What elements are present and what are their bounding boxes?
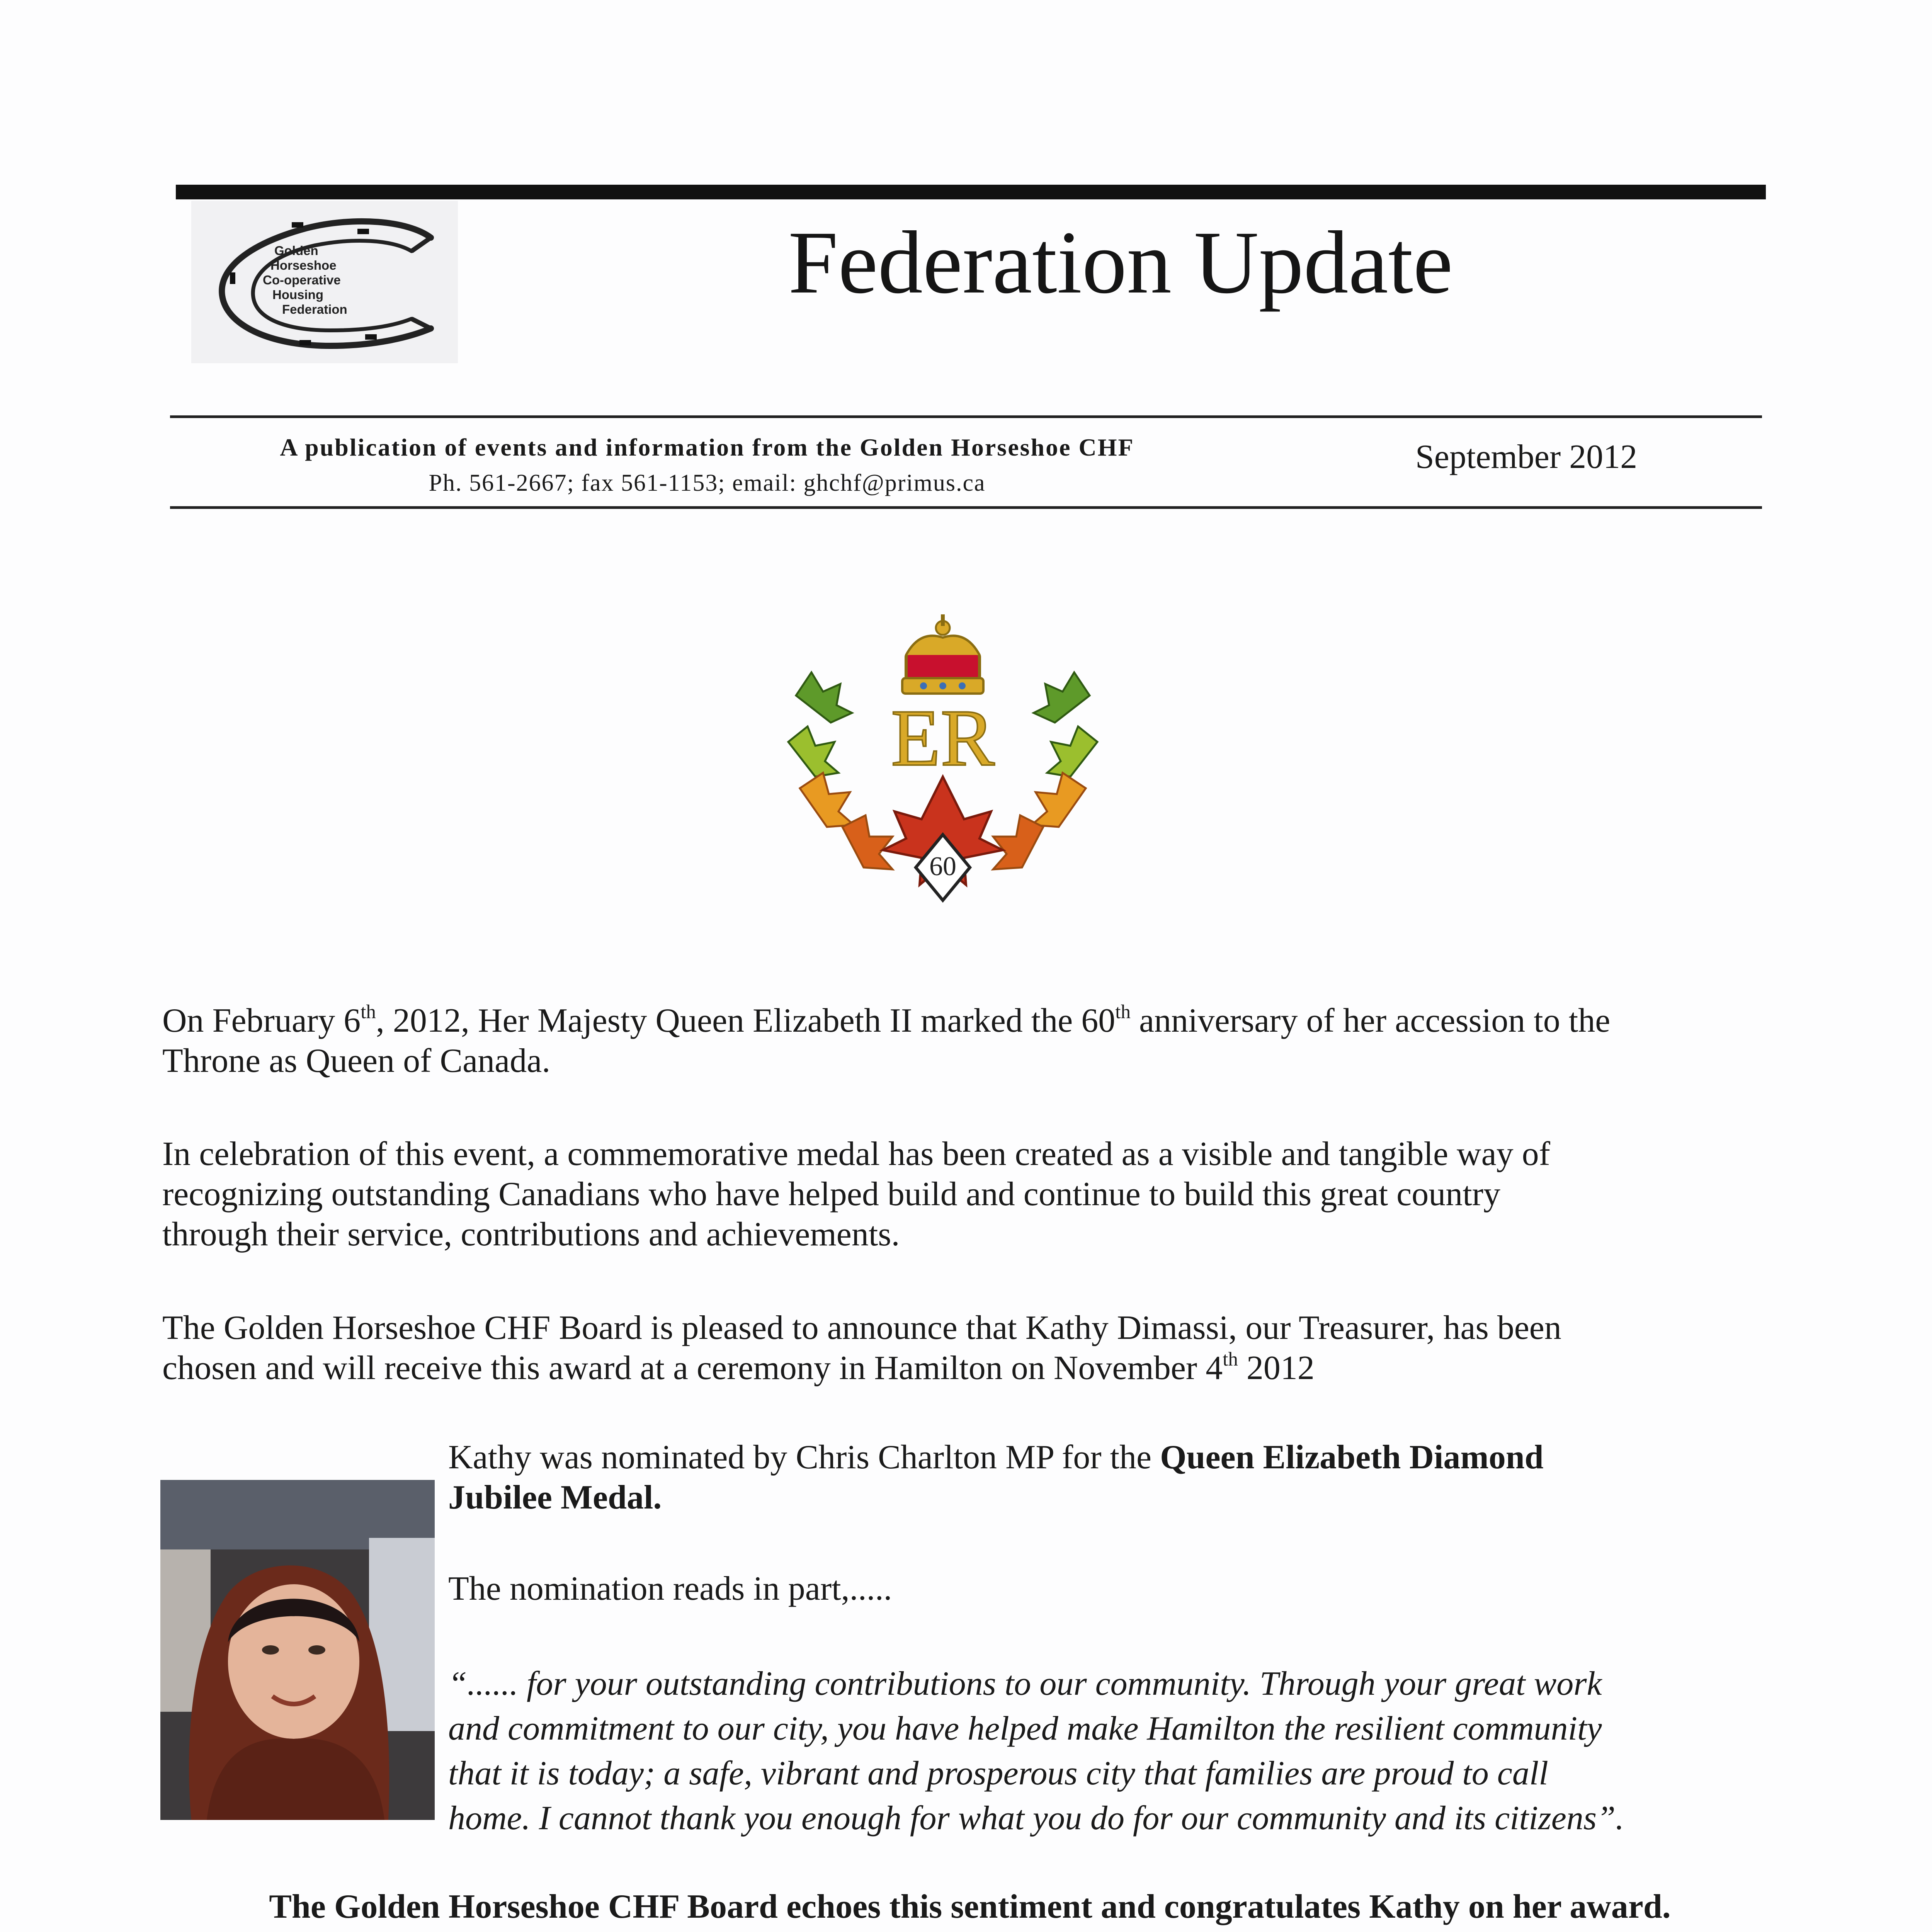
logo-text-5: Federation: [282, 302, 347, 316]
portrait-photo: [160, 1480, 435, 1820]
closing-statement: The Golden Horseshoe CHF Board echoes this sentiment and congratulates Kathy on her award.: [269, 1888, 1671, 1925]
medal-name: Queen Elizabeth Diamond: [1160, 1439, 1544, 1476]
nomination-quote: “...... for your outstanding contributions to our community. Through your great work and commitment to our city, you have helped make Hamilton the resilient community that it is today; a safe, vibrant and prosperous city that families are proud to call home. I cannot thank you enough for what you do for our community and its citizens”.: [448, 1665, 1624, 1837]
logo-text-3: Co-operative: [263, 273, 341, 287]
portrait-photo-icon: [160, 1480, 435, 1820]
header-rule-top: [170, 415, 1762, 418]
nomination-reads: The nomination reads in part,.....: [448, 1570, 892, 1607]
publication-line: A publication of events and information from the Golden Horseshoe CHF: [280, 434, 1134, 461]
horseshoe-logo-icon: [191, 201, 458, 363]
federation-logo: [191, 201, 458, 363]
issue-date: September 2012: [1415, 438, 1638, 476]
header-rule-bottom: [170, 506, 1762, 509]
logo-text-2: Horseshoe: [270, 258, 337, 272]
jubilee-emblem-icon: [765, 595, 1121, 923]
paragraph-announcement: The Golden Horseshoe CHF Board is pleased to announce that Kathy Dimassi, our Treasurer, has been chosen and will receive this award at a ceremony in Hamilton on November 4th 2012: [162, 1309, 1561, 1387]
logo-text-4: Housing: [272, 287, 323, 302]
newsletter-title: Federation Update: [788, 213, 1453, 312]
contact-line: Ph. 561-2667; fax 561-1153; email: ghchf@primus.ca: [429, 470, 986, 496]
diamond-jubilee-emblem: [765, 595, 1121, 923]
logo-text-1: Golden: [274, 243, 318, 258]
header-top-rule: [176, 185, 1766, 199]
nomination-text: Kathy was nominated by Chris Charlton MP for the Queen Elizabeth Diamond Jubilee Medal.: [448, 1439, 1544, 1516]
paragraph-anniversary: On February 6th, 2012, Her Majesty Queen Elizabeth II marked the 60th anniversary of her accession to the Throne as Queen of Canada.: [162, 1001, 1611, 1080]
paragraph-medal: In celebration of this event, a commemorative medal has been created as a visible and tangible way of recognizing outstanding Canadians who have helped build and continue to build this great country through their service, contributions and achievements.: [162, 1135, 1550, 1253]
emblem-number: 60: [929, 852, 956, 881]
emblem-monogram: ER: [891, 693, 995, 783]
